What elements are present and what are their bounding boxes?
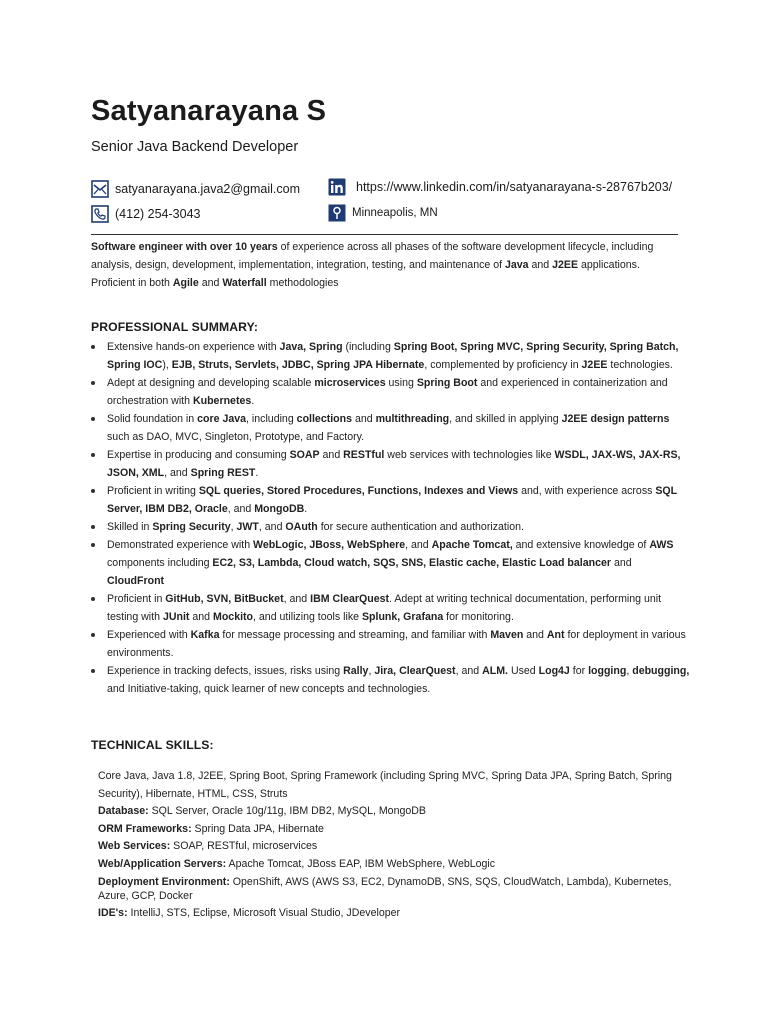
skills-row-value: OpenShift, AWS (AWS S3, EC2, DynamoDB, SNS, SQS, CloudWatch, Lambda), Kubernetes, Azure, GCP, Docker: [98, 876, 672, 902]
summary-item-bold-run: CloudFront: [107, 575, 165, 587]
summary-item-bold-run: Java, Spring: [279, 341, 343, 353]
summary-item-bold-run: Mockito: [213, 611, 254, 623]
phone-icon: [91, 205, 109, 223]
summary-item-bold-run: RESTful: [343, 449, 385, 461]
summary-item: [91, 482, 691, 518]
intro-bold-run: Agile: [172, 277, 199, 289]
summary-item-text-run: components including: [107, 557, 213, 569]
skills-row: [98, 821, 678, 839]
summary-item-text-run: for message processing and streaming, and familiar with: [219, 629, 491, 641]
summary-item-text-run: and extensive knowledge of: [512, 539, 650, 551]
summary-item-bold-run: AWS: [649, 539, 674, 551]
summary-item-text-run: Solid foundation in: [107, 413, 198, 425]
summary-item-text-run: , and: [405, 539, 432, 551]
summary-item-bold-run: Spring Boot: [416, 377, 478, 389]
summary-item-bold-run: WebLogic, JBoss, WebSphere: [253, 539, 406, 551]
summary-item-text-run: and: [611, 557, 632, 569]
summary-item-text-run: , and: [455, 665, 483, 677]
summary-item-bold-run: EC2, S3, Lambda, Cloud watch, SQS, SNS, Elastic cache, Elastic Load balancer: [212, 557, 611, 569]
summary-item-bold-run: J2EE design patterns: [561, 413, 670, 425]
intro-text-run: methodologies: [266, 277, 339, 289]
summary-item-text-run: . Adept at writing technical documentation, performing unit testing with: [107, 593, 662, 623]
summary-item-text-run: ,: [230, 521, 237, 533]
skills-row: [98, 803, 678, 821]
summary-item-bold-run: logging: [588, 665, 627, 677]
skills-row-value: IntelliJ, STS, Eclipse, Microsoft Visual Studio, JDeveloper: [127, 907, 401, 919]
summary-item-bold-run: SQL queries, Stored Procedures, Functions, Indexes and Views: [198, 485, 519, 497]
contact-email[interactable]: [91, 180, 300, 198]
skills-row: [98, 905, 678, 923]
job-title: Senior Java Backend Developer: [91, 139, 299, 155]
summary-item-bold-run: GitHub, SVN, BitBucket: [165, 593, 284, 605]
summary-item-text-run: and: [189, 611, 213, 623]
summary-item-bold-run: Splunk, Grafana: [361, 611, 444, 623]
intro-bold-run: Waterfall: [222, 277, 267, 289]
summary-item: [91, 590, 691, 626]
summary-item-text-run: technologies.: [607, 359, 673, 371]
summary-item-text-run: (including: [342, 341, 394, 353]
summary-item-text-run: and, with experience across: [518, 485, 656, 497]
summary-item-bold-run: Jira, ClearQuest: [374, 665, 456, 677]
summary-item-text-run: , and: [164, 467, 191, 479]
summary-item-bold-run: Kubernetes: [192, 395, 252, 407]
summary-item-bold-run: EJB, Struts, Servlets, JDBC, Spring JPA Hibernate: [171, 359, 425, 371]
summary-item-text-run: such as DAO, MVC, Singleton, Prototype, and Factory.: [107, 431, 365, 443]
intro-text-run: and: [528, 259, 553, 271]
summary-item-bold-run: Apache Tomcat,: [431, 539, 513, 551]
intro-bold-run: Software engineer with over 10 years: [91, 241, 278, 253]
skills-list: [98, 768, 678, 923]
summary-item-text-run: Extensive hands-on experience with: [107, 341, 280, 353]
summary-item-text-run: and: [319, 449, 344, 461]
summary-item-text-run: and: [352, 413, 376, 425]
summary-item-bold-run: Log4J: [538, 665, 570, 677]
summary-item: [91, 374, 691, 410]
linkedin-url: https://www.linkedin.com/in/satyanarayana-s-28767b203/: [356, 180, 673, 194]
skills-row-label: Web Services:: [98, 840, 171, 852]
contact-linkedin[interactable]: [328, 178, 672, 196]
summary-item-bold-run: Kafka: [190, 629, 220, 641]
summary-item: [91, 626, 691, 662]
skills-row-label: IDE's:: [98, 907, 128, 919]
summary-item: [91, 338, 691, 374]
summary-item-bold-run: Maven: [490, 629, 524, 641]
summary-item-bold-run: collections: [296, 413, 353, 425]
summary-item-bold-run: JUnit: [162, 611, 190, 623]
summary-item-bold-run: Rally: [343, 665, 369, 677]
summary-item-text-run: Proficient in writing: [107, 485, 199, 497]
summary-item-bold-run: microservices: [314, 377, 386, 389]
skills-row: [98, 856, 678, 874]
summary-heading: PROFESSIONAL SUMMARY:: [91, 320, 259, 334]
summary-item-bold-run: Ant: [546, 629, 565, 641]
summary-item-text-run: for secure authentication and authorization.: [317, 521, 524, 533]
summary-item: [91, 446, 691, 482]
summary-item-text-run: for monitoring.: [443, 611, 514, 623]
summary-item-text-run: and: [523, 629, 547, 641]
summary-item-bold-run: MongoDB: [254, 503, 305, 515]
contact-location: [328, 204, 438, 222]
summary-item-bold-run: debugging,: [632, 665, 690, 677]
summary-item-text-run: Used: [508, 665, 539, 677]
summary-item-text-run: and Initiative-taking, quick learner of new concepts and technologies.: [107, 683, 431, 695]
intro-bold-run: Java: [505, 259, 529, 271]
location-pin-icon: [328, 204, 346, 222]
summary-item-bold-run: JWT: [236, 521, 259, 533]
skills-row: [98, 876, 678, 903]
skills-row-value: Core Java, Java 1.8, J2EE, Spring Boot, Spring Framework (including Spring MVC, Spring Data JPA, Spring Batch, Spring Security), Hibernate, HTML, CSS, Struts: [98, 770, 672, 800]
header-divider: [91, 234, 678, 235]
intro-text-run: of experience across all phases of the software development lifecycle, including analysis, design, development, implementation, integration, testing, and maintenance of: [91, 241, 654, 271]
summary-item: [91, 536, 691, 590]
summary-item-bold-run: WSDL, JAX-WS, JAX-RS, JSON, XML: [107, 449, 681, 479]
skills-row-label: Web/Application Servers:: [98, 857, 227, 870]
skills-row-value: SOAP, RESTful, microservices: [170, 840, 318, 852]
summary-item-text-run: , and utilizing tools like: [253, 611, 362, 623]
skills-row-label: Deployment Environment:: [98, 876, 230, 888]
skills-row: [98, 768, 678, 803]
skills-heading: TECHNICAL SKILLS:: [91, 738, 214, 752]
summary-item: [91, 410, 691, 446]
summary-item-bold-run: core Java: [197, 413, 247, 425]
summary-item-text-run: ,: [626, 665, 633, 677]
summary-item-bold-run: Spring Security: [152, 521, 231, 533]
summary-item-bold-run: Spring Boot, Spring MVC, Spring Security, Spring Batch, Spring IOC: [107, 341, 679, 371]
summary-item-text-run: Experience in tracking defects, issues, risks using: [107, 665, 344, 677]
summary-item-bold-run: multithreading: [375, 413, 450, 425]
linkedin-icon: [328, 178, 346, 196]
skills-row-value: SQL Server, Oracle 10g/11g, IBM DB2, MySQL, MongoDB: [148, 805, 426, 817]
contact-phone[interactable]: [91, 205, 200, 223]
summary-item-text-run: ),: [162, 359, 172, 371]
intro-text-run: applications. Proficient in both: [91, 259, 640, 289]
summary-item-text-run: Skilled in: [107, 521, 153, 533]
skills-row-label: Database:: [98, 805, 149, 817]
summary-item-text-run: .: [251, 395, 255, 407]
summary-item-bold-run: IBM ClearQuest: [310, 593, 390, 605]
summary-item-text-run: , and: [258, 521, 286, 533]
summary-item-text-run: , and skilled in applying: [449, 413, 562, 425]
summary-item-text-run: Adept at designing and developing scalable: [107, 377, 315, 389]
summary-item-text-run: Experienced with: [107, 629, 191, 641]
summary-item-text-run: , and: [283, 593, 311, 605]
envelope-icon: [91, 180, 109, 198]
summary-item-text-run: , complemented by proficiency in: [424, 359, 582, 371]
summary-item-text-run: , including: [246, 413, 297, 425]
summary-item-text-run: Demonstrated experience with: [107, 539, 254, 551]
intro-paragraph: [91, 238, 681, 292]
skills-row-label: ORM Frameworks:: [98, 822, 192, 835]
summary-item-text-run: , and: [227, 503, 255, 515]
summary-item-bold-run: SQL Server, IBM DB2, Oracle: [107, 485, 677, 515]
summary-item-text-run: for: [569, 665, 589, 677]
summary-item: [91, 518, 691, 536]
skills-row: [98, 838, 678, 856]
summary-item-text-run: Expertise in producing and consuming: [107, 449, 290, 461]
summary-item-bold-run: J2EE: [581, 359, 608, 371]
summary-item-text-run: ,: [368, 665, 375, 677]
summary-item-bold-run: Spring REST: [190, 467, 256, 479]
skills-row-value: Apache Tomcat, JBoss EAP, IBM WebSphere, WebLogic: [226, 857, 496, 870]
summary-item-text-run: .: [255, 467, 259, 479]
intro-bold-run: J2EE: [552, 259, 579, 271]
skills-row-value: Spring Data JPA, Hibernate: [191, 822, 324, 835]
candidate-name: Satyanarayana S: [91, 95, 327, 127]
phone-text: (412) 254-3043: [115, 207, 201, 221]
summary-item-text-run: and experienced in containerization and orchestration with: [107, 377, 668, 407]
summary-item-text-run: for deployment in various environments.: [107, 629, 686, 659]
summary-item-text-run: Proficient in: [107, 593, 166, 605]
summary-item-bold-run: SOAP: [289, 449, 320, 461]
summary-item-text-run: using: [385, 377, 417, 389]
summary-item-text-run: web services with technologies like: [384, 449, 555, 461]
intro-text-run: and: [198, 277, 223, 289]
summary-item-text-run: .: [304, 503, 308, 515]
summary-list: [91, 338, 691, 698]
location-text: Minneapolis, MN: [352, 207, 438, 219]
summary-item-bold-run: ALM.: [482, 665, 508, 677]
summary-item-bold-run: OAuth: [285, 521, 318, 533]
summary-item: [91, 662, 691, 698]
email-text: satyanarayana.java2@gmail.com: [115, 182, 301, 196]
